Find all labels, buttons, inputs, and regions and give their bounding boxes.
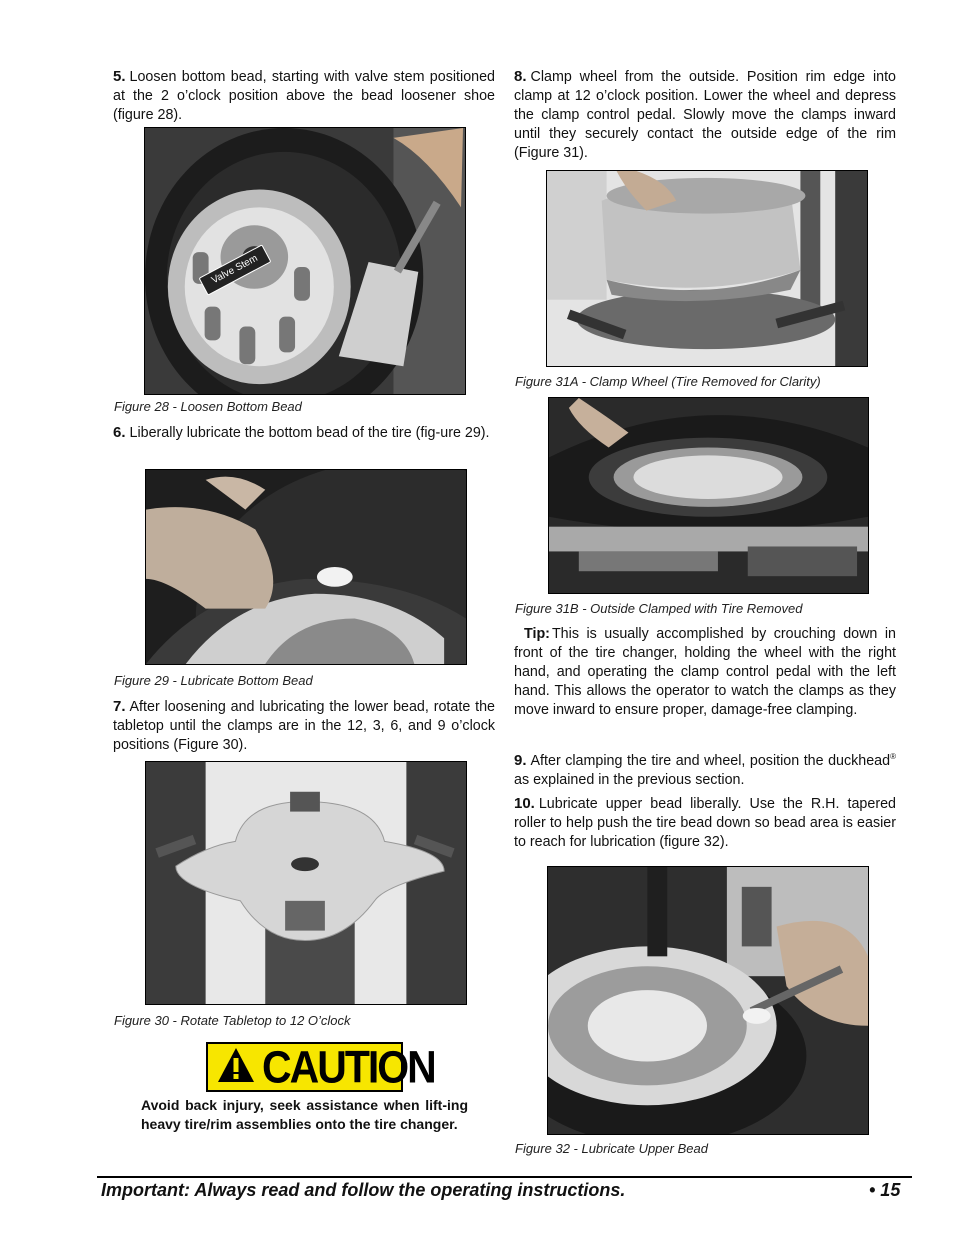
registered-mark: ® [890,752,896,761]
caution-warning-text: Avoid back injury, seek assistance when lift-ing heavy tire/rim assemblies onto the tire changer. [141,1097,468,1132]
figure-30-caption: Figure 30 - Rotate Tabletop to 12 O’clock [114,1013,351,1028]
figure-31a-caption: Figure 31A - Clamp Wheel (Tire Removed for Clarity) [515,374,821,389]
step-text: After clamping the tire and wheel, position the duckhead [530,752,891,769]
step-number: 5. [113,68,126,85]
step-8-paragraph [514,67,896,163]
step-text-end: as explained in the previous section. [514,771,745,788]
figure-30-photo [145,761,467,1005]
valve-stem-label: Valve Stem [199,244,272,295]
step-text: Loosen bottom bead, starting with valve stem positioned at the 2 o’clock position above the bead loosener shoe (figure 28). [113,69,495,123]
step-9-paragraph [514,747,896,790]
figure-28-caption: Figure 28 - Loosen Bottom Bead [114,399,302,414]
footer-notice: Important: Always read and follow the operating instructions. [101,1180,626,1200]
page-number: • 15 [869,1180,901,1200]
caution-banner [206,1041,435,1092]
figure-29-photo [145,469,467,665]
figure-29-caption: Figure 29 - Lubricate Bottom Bead [114,673,313,688]
tip-paragraph [514,625,896,720]
step-number: 10. [514,795,535,812]
warning-triangle-icon [216,1046,256,1089]
figure-31b-photo [548,397,869,594]
figure-28-photo [144,127,466,395]
figure-31a-photo [546,170,868,367]
step-number: 8. [514,68,527,85]
step-text: After loosening and lubricating the lower bead, rotate the tabletop until the clamps are in the 12, 3, 6, and 9 o’clock positions (Figure 30). [113,699,495,753]
footer-rule [97,1176,912,1178]
step-number: 7. [113,698,126,715]
step-10-paragraph [514,794,896,852]
step-number: 6. [113,424,126,441]
figure-32-photo [547,866,869,1135]
step-6-paragraph [113,423,495,443]
figure-31b-caption: Figure 31B - Outside Clamped with Tire Removed [515,601,803,616]
step-number: 9. [514,751,527,769]
step-5-paragraph [113,67,495,125]
step-7-paragraph [113,697,495,755]
tip-text: This is usually accomplished by crouching down in front of the tire changer, holding the wheel with the right hand, and operating the clamp control pedal with the left hand. This allows the operator to watch the clamps as they move inward to ensure proper, damage-free clamping. [514,626,896,718]
step-text: Clamp wheel from the outside. Position rim edge into clamp at 12 o’clock position. Lower the wheel and depress the clamp control pedal. Slowly move the clamps inward until they securely contact the outside edge of the rim (Figure 31). [514,69,896,161]
figure-32-caption: Figure 32 - Lubricate Upper Bead [515,1141,708,1156]
step-text: Lubricate upper bead liberally. Use the R.H. tapered roller to help push the tire bead down so bead area is easier to reach for lubrication (figure 32). [514,796,896,850]
step-text: Liberally lubricate the bottom bead of the tire (fig-ure 29). [129,425,490,441]
tip-label: Tip: [524,626,550,642]
caution-title: CAUTION [262,1041,435,1092]
